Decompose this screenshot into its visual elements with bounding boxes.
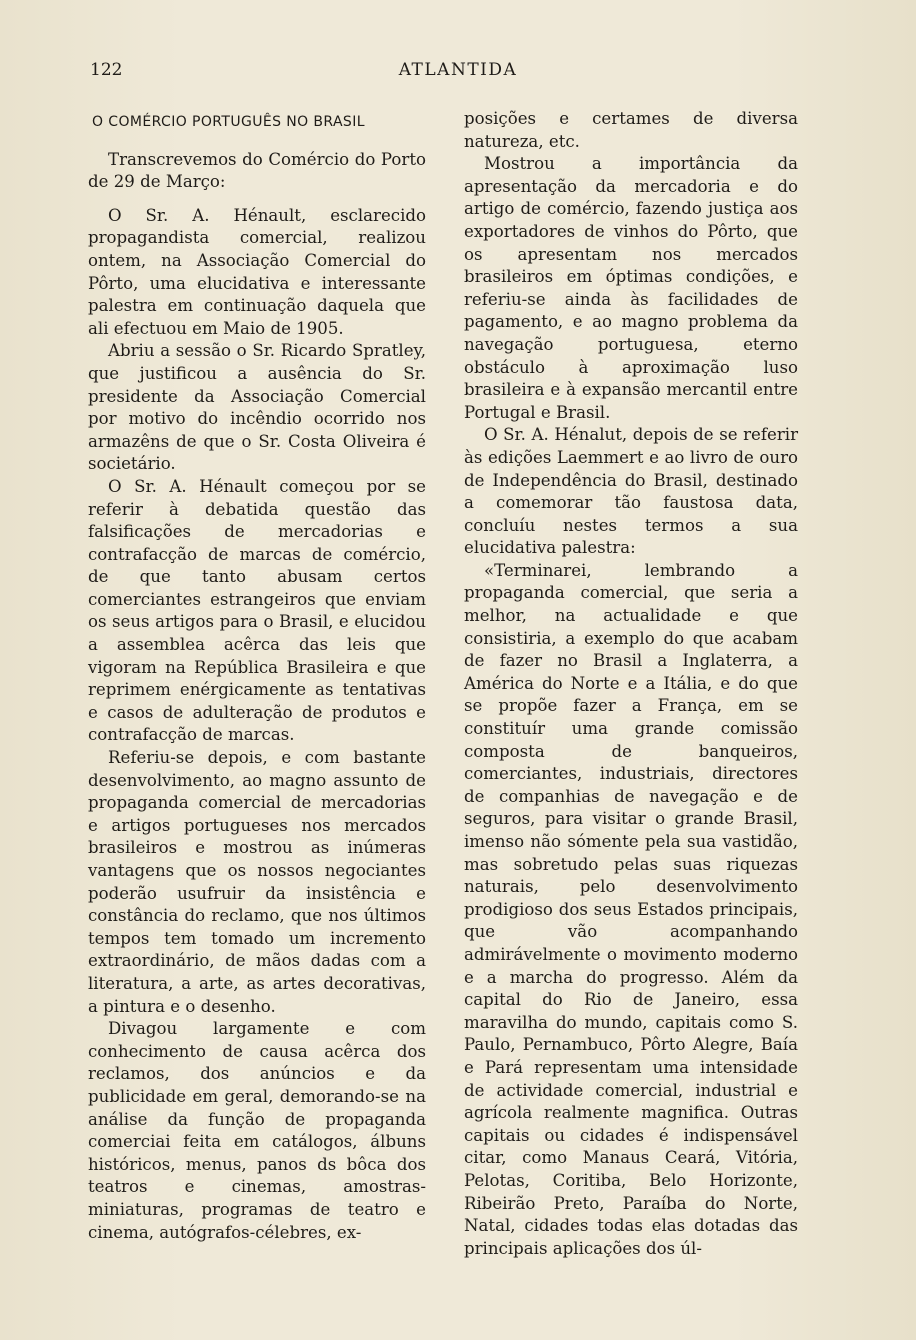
paragraph: O Sr. A. Hénault começou por se referir à debatida questão das falsificações de mercadorias e contrafacção de marcas de comércio, de que tanto abusam certos comerciantes estrangeiros que enviam os seus artigos para o Brasil, e elucidou a assemblea acêrca das leis que vigoram na República Brasileira e que reprimem enérgicamente as tentativas e casos de adulteração de produtos e contrafacção de marcas.	[88, 476, 426, 745]
article-title: O COMÉRCIO PORTUGUÊS NO BRASIL	[92, 114, 365, 130]
left-column	[88, 108, 426, 1244]
paragraph: O Sr. A. Hénalut, depois de se referir às edições Laemmert e ao livro de ouro de Independência do Brasil, destinado a comemorar tão faustosa data, concluíu nestes termos a sua elucidativa palestra:	[464, 425, 798, 558]
paragraph-continued: posições e certames de diversa natureza, etc.	[464, 109, 798, 151]
paragraph: Abriu a sessão o Sr. Ricardo Spratley, que justificou a ausência do Sr. presidente da Associação Comercial por motivo do incêndio ocorrido nos armazêns de que o Sr. Costa Oliveira é societário.	[88, 341, 426, 474]
running-head: ATLANTIDA	[398, 60, 518, 80]
paragraph: Referiu-se depois, e com bastante desenvolvimento, ao magno assunto de propaganda comercial de mercadorias e artigos portugueses nos mercados brasileiros e mostrou as inúmeras vantagens que os nossos negociantes poderão usufruir da insistência e constância do reclamo, que nos últimos tempos tem tomado um incremento extraordinário, de mãos dadas com a literatura, a arte, as artes decorativas, a pintura e o desenho.	[88, 748, 426, 1016]
paragraph-quote: «Terminarei, lembrando a propaganda comercial, que seria a melhor, na actualidade e que consistiria, a exemplo do que acabam de fazer no Brasil a Inglaterra, a América do Norte e a Itália, e do que se propõe fazer a França, em se constituír uma grande comissão composta de banqueiros, comerciantes, industriais, directores de companhias de navegação e de seguros, para visitar o grande Brasil, imenso não sómente pela sua vastidão, mas sobretudo pelas suas riquezas naturais, pelo desenvolvimento prodigioso dos seus Estados principais, que vão acompanhando admirávelmente o movimento moderno e a marcha do progresso. Além da capital do Rio de Janeiro, essa maravilha do mundo, capitais como S. Paulo, Pernambuco, Pôrto Alegre, Baía e Pará representam uma intensidade de actividade comercial, industrial e agrícola realmente magnifica. Outras capitais ou cidades é indispensável citar, como Manaus Ceará, Vitória, Pelotas, Coritiba, Belo Horizonte, Ribeirão Preto, Paraíba do Norte, Natal, cidades todas elas dotadas das principais aplicações dos úl-	[464, 560, 798, 1258]
page-number: 122	[90, 60, 123, 80]
right-column	[464, 108, 798, 1260]
paragraph: Mostrou a importância da apresentação da mercadoria e do artigo de comércio, fazendo justiça aos exportadores de vinhos do Pôrto, que os apresentam nos mercados brasileiros em óptimas condições, e referiu-se ainda às facilidades de pagamento, e ao magno problema da navegação portuguesa, eterno obstáculo à aproximação luso brasileira e à expansão mercantil entre Portugal e Brasil.	[464, 154, 798, 422]
paragraph: Divagou largamente e com conhecimento de causa acêrca dos reclamos, dos anúncios e da publicidade em geral, demorando-se na análise da função de propaganda comerciai feita em catálogos, álbuns históricos, menus, panos ds bôca dos teatros e cinemas, amostras-miniaturas, programas de teatro e cinema, autógrafos-célebres, ex-	[88, 1019, 426, 1242]
paragraph: O Sr. A. Hénault, esclarecido propagandista comercial, realizou ontem, na Associação Comercial do Pôrto, uma elucidativa e interessante palestra em continuação daquela que ali efectuou em Maio de 1905.	[88, 205, 426, 338]
paragraph-intro: Transcrevemos do Comércio do Porto de 29 de Março:	[88, 149, 426, 192]
